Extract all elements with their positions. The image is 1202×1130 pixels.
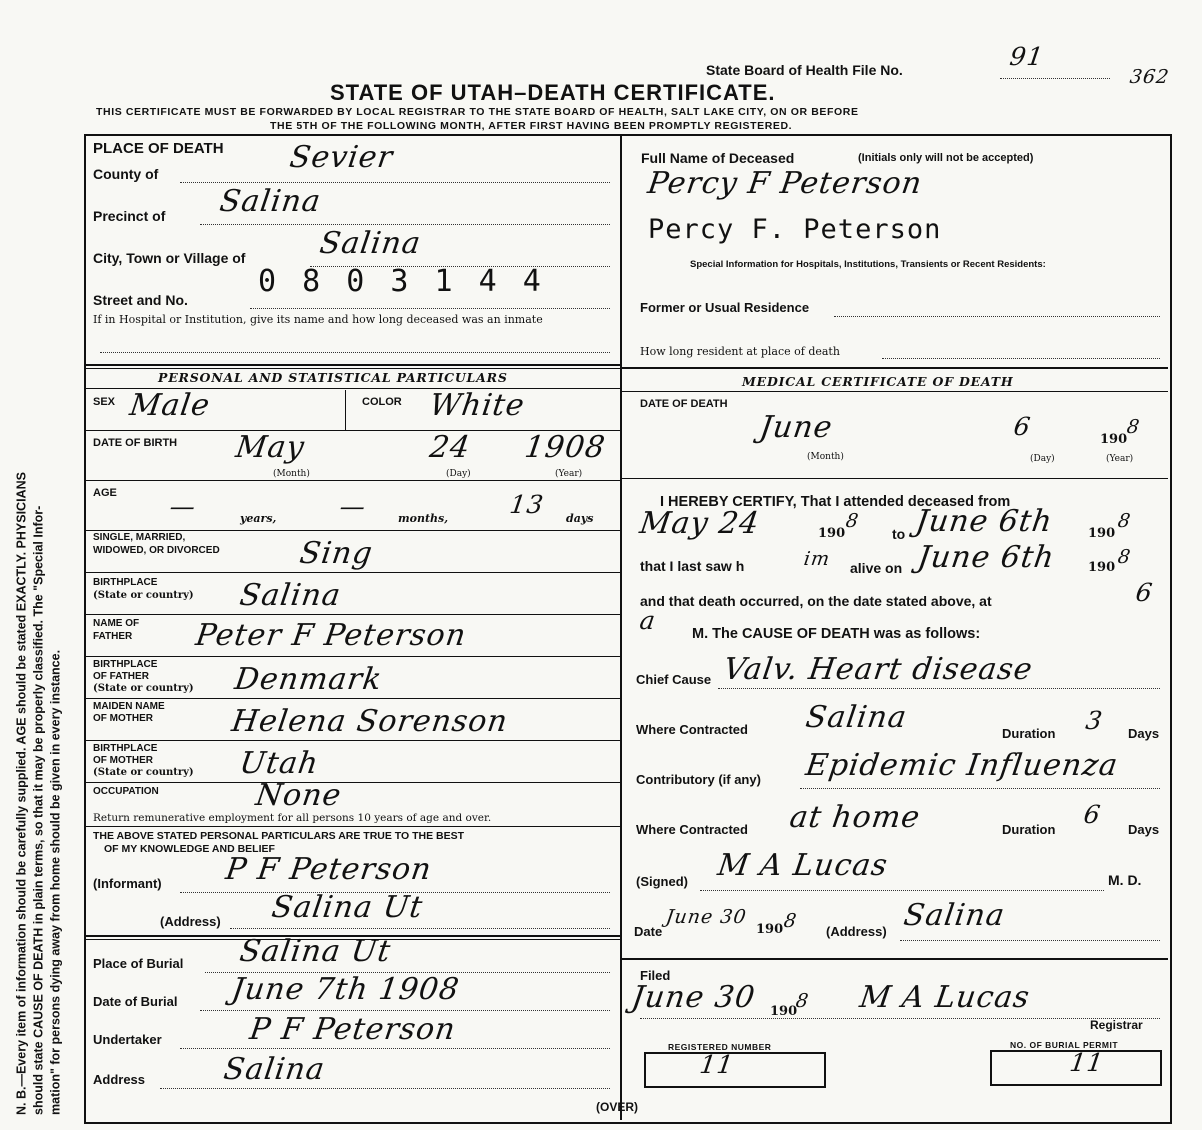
age-months: —: [337, 492, 369, 521]
filed-date: June 30: [629, 980, 758, 1015]
deceased-name-typed: Percy F. Peterson: [648, 214, 942, 245]
sex-value: Male: [127, 388, 213, 423]
where-contracted-value-1: Salina: [803, 700, 910, 735]
age-years: —: [167, 492, 199, 521]
duration-label-2: Duration: [1002, 822, 1056, 837]
last-saw-alive-label: alive on: [850, 560, 903, 576]
father-label-2: FATHER: [93, 631, 133, 642]
dod-year-suffix: 8: [1125, 416, 1142, 438]
informant-address-label: (Address): [160, 914, 221, 929]
attest-line-1: THE ABOVE STATED PERSONAL PARTICULARS ARE TRUE TO THE BEST: [93, 830, 465, 842]
father-birthplace-label-2: OF FATHER: [93, 671, 149, 682]
md-label: M. D.: [1108, 872, 1142, 888]
dod-label: DATE OF DEATH: [640, 398, 728, 410]
special-info-label: Special Information for Hospitals, Institutions, Transients or Recent Residents:: [690, 259, 1046, 270]
father-birthplace-value: Denmark: [232, 662, 385, 697]
mother-birthplace-state: (State or country): [93, 767, 194, 778]
informant-address-line: [230, 928, 610, 929]
burial-date-value: June 7th 1908: [229, 972, 462, 1007]
father-birthplace-label-1: BIRTHPLACE: [93, 659, 158, 670]
marital-divider: [84, 572, 622, 573]
place-of-death-label: PLACE OF DEATH: [93, 140, 224, 157]
signed-label: (Signed): [636, 874, 688, 889]
filed-year-suffix: 8: [794, 990, 811, 1012]
years-caption: years,: [240, 512, 277, 525]
dob-label: DATE OF BIRTH: [93, 437, 178, 449]
signed-line: [700, 890, 1104, 891]
chief-cause-line: [718, 688, 1160, 689]
county-value: Sevier: [287, 140, 396, 175]
over-label: (OVER): [596, 1100, 638, 1114]
deceased-name-handwritten: Percy F Peterson: [645, 166, 925, 201]
hospital-note: If in Hospital or Institution, give its name and how long deceased was an inmate: [93, 313, 543, 326]
place-divider-2: [84, 368, 622, 369]
father-birthplace-divider: [84, 698, 622, 699]
marital-value: Sing: [297, 536, 376, 571]
father-birthplace-state: (State or country): [93, 683, 194, 694]
color-label: COLOR: [362, 396, 402, 408]
birthplace-value: Salina: [237, 578, 344, 613]
attest-line-2: OF MY KNOWLEDGE AND BELIEF: [104, 843, 275, 855]
physician-signature: M A Lucas: [715, 848, 891, 883]
cert-date-year-suffix: 8: [782, 910, 799, 932]
duration-label-1: Duration: [1002, 726, 1056, 741]
county-label: County of: [93, 166, 159, 182]
mother-birthplace-label-1: BIRTHPLACE: [93, 743, 158, 754]
cert-address-label: (Address): [826, 924, 887, 939]
side-note-line: mation" for persons dying away from home should be given in every instance.: [48, 649, 63, 1115]
side-note-line: should state CAUSE OF DEATH in plain terms, so that it may be properly classified. The "Special Infor-: [31, 505, 46, 1115]
attend-from-date: May 24: [637, 506, 762, 541]
medical-title-underline: [622, 391, 1168, 392]
medical-divider: [622, 367, 1168, 369]
mother-divider: [84, 740, 622, 741]
filed-year-prefix: 190: [770, 1004, 798, 1019]
occupation-divider: [84, 826, 622, 827]
color-value: White: [427, 388, 528, 423]
mother-label-2: OF MOTHER: [93, 713, 153, 724]
dod-year-caption: (Year): [1106, 454, 1134, 464]
dod-month: June: [757, 410, 835, 445]
file-no-line: [1000, 78, 1110, 79]
street-line: [250, 308, 610, 309]
precinct-label: Precinct of: [93, 208, 166, 224]
corner-number: 362: [1128, 66, 1171, 88]
burial-address-label: Address: [93, 1072, 146, 1087]
cert-address-line: [900, 940, 1160, 941]
death-hour: 6: [1133, 578, 1155, 607]
burial-permit-value: 11: [1067, 1048, 1106, 1077]
contributory-value: Epidemic Influenza: [803, 748, 1121, 783]
attend-to-year-suffix: 8: [1116, 510, 1133, 532]
filing-divider: [622, 958, 1168, 960]
days-caption: days: [566, 512, 594, 525]
dod-year-prefix: 190: [1100, 432, 1128, 447]
dob-day: 24: [427, 430, 473, 465]
filed-line: [640, 1018, 1160, 1019]
city-value: Salina: [317, 226, 424, 261]
father-label-1: NAME OF: [93, 618, 140, 629]
dod-month-caption: (Month): [807, 452, 844, 462]
days-label-1: Days: [1128, 726, 1160, 741]
marital-label-1: SINGLE, MARRIED,: [93, 532, 186, 543]
chief-cause-label: Chief Cause: [636, 672, 712, 687]
last-saw-year-suffix: 8: [1116, 546, 1133, 568]
former-residence-line: [834, 316, 1160, 317]
burial-address-value: Salina: [221, 1052, 328, 1087]
attend-to-date: June 6th: [913, 504, 1055, 539]
place-divider: [84, 364, 622, 366]
instruction-line-2: THE 5TH OF THE FOLLOWING MONTH, AFTER FIRST HAVING BEEN PROMPTLY REGISTERED.: [270, 120, 793, 132]
side-note-line: N. B.—Every item of information should be carefully supplied. AGE should be stated EXACTLY. PHYSICIANS: [14, 472, 29, 1115]
registered-number-box: [644, 1052, 826, 1088]
occupation-value: None: [253, 778, 344, 813]
duration-value-1: 3: [1083, 706, 1105, 735]
burial-place-label: Place of Burial: [93, 956, 184, 971]
cert-date-year-prefix: 190: [756, 922, 784, 937]
former-residence-label: Former or Usual Residence: [640, 300, 810, 315]
where-contracted-label-2: Where Contracted: [636, 822, 748, 837]
registrar-signature: M A Lucas: [857, 980, 1033, 1015]
registered-number-label: REGISTERED NUMBER: [668, 1042, 772, 1052]
street-label: Street and No.: [93, 292, 188, 308]
chief-cause-value: Valv. Heart disease: [721, 652, 1036, 687]
mother-birthplace-divider: [84, 782, 622, 783]
contributory-line: [800, 788, 1160, 789]
city-label: City, Town or Village of: [93, 250, 246, 266]
birthplace-label: BIRTHPLACE: [93, 577, 158, 588]
marital-label-2: WIDOWED, OR DIVORCED: [93, 545, 220, 556]
burial-date-label: Date of Burial: [93, 994, 178, 1009]
cert-date-label: Date: [634, 924, 663, 939]
undertaker-label: Undertaker: [93, 1032, 162, 1047]
registrar-label: Registrar: [1090, 1018, 1143, 1032]
precinct-line: [200, 224, 610, 225]
file-no-label: State Board of Health File No.: [706, 62, 903, 78]
last-saw-him: im: [802, 548, 832, 570]
deceased-name-label: Full Name of Deceased: [641, 150, 795, 166]
cause-of-death-label: M. The CAUSE OF DEATH was as follows:: [692, 626, 981, 642]
burial-address-line: [160, 1088, 610, 1089]
mother-birthplace-value: Utah: [237, 746, 322, 781]
cert-address-value: Salina: [901, 898, 1008, 933]
side-instruction-note: [0, 0, 78, 1130]
occupation-label: OCCUPATION: [93, 786, 159, 797]
undertaker-value: P F Peterson: [247, 1012, 459, 1047]
last-saw-year-prefix: 190: [1088, 560, 1116, 575]
dod-divider: [622, 478, 1168, 479]
last-saw-label: that I last saw h: [640, 558, 745, 574]
where-contracted-value-2: at home: [787, 800, 923, 835]
dob-year-caption: (Year): [555, 469, 583, 479]
attend-from-year-prefix: 190: [818, 526, 846, 541]
informant-value: P F Peterson: [223, 852, 435, 887]
days-label-2: Days: [1128, 822, 1160, 837]
last-saw-date: June 6th: [915, 540, 1057, 575]
precinct-value: Salina: [217, 184, 324, 219]
sex-color-divider: [345, 390, 346, 430]
dod-day: 6: [1011, 412, 1033, 441]
registered-number-value: 11: [697, 1050, 736, 1079]
father-divider: [84, 656, 622, 657]
hospital-line: [100, 352, 610, 353]
birthplace-divider: [84, 614, 622, 615]
cert-date-value: June 30: [664, 906, 749, 928]
death-occurred-label: and that death occurred, on the date stated above, at: [640, 593, 992, 609]
attend-from-year-suffix: 8: [844, 510, 861, 532]
contributory-label: Contributory (if any): [636, 772, 761, 787]
dob-day-caption: (Day): [446, 469, 471, 479]
where-contracted-label-1: Where Contracted: [636, 722, 748, 737]
occupation-note: Return remunerative employment for all persons 10 years of age and over.: [93, 812, 492, 824]
months-caption: months,: [398, 512, 449, 525]
burial-date-line: [200, 1010, 610, 1011]
undertaker-line: [180, 1048, 610, 1049]
birthplace-state-label: (State or country): [93, 590, 194, 601]
dod-day-caption: (Day): [1030, 454, 1055, 464]
duration-value-2: 6: [1081, 800, 1103, 829]
dob-month: May: [233, 430, 308, 465]
how-long-line: [882, 358, 1160, 359]
deceased-name-note: (Initials only will not be accepted): [858, 152, 1034, 164]
file-no-value: 91: [1007, 42, 1046, 71]
dob-divider: [84, 480, 622, 481]
mother-birthplace-label-2: OF MOTHER: [93, 755, 153, 766]
age-label: AGE: [93, 487, 117, 499]
sex-label: SEX: [93, 396, 116, 408]
dob-month-caption: (Month): [273, 469, 310, 479]
personal-section-title: PERSONAL AND STATISTICAL PARTICULARS: [158, 370, 508, 385]
certificate-title: STATE OF UTAH–DEATH CERTIFICATE.: [330, 80, 776, 105]
filed-label: Filed: [640, 968, 671, 983]
attend-to-year-prefix: 190: [1088, 526, 1116, 541]
medical-section-title: MEDICAL CERTIFICATE OF DEATH: [742, 374, 1014, 389]
mother-value: Helena Sorenson: [229, 704, 511, 739]
burial-place-value: Salina Ut: [237, 934, 394, 969]
burial-permit-label: NO. OF BURIAL PERMIT: [1010, 1040, 1119, 1050]
stamp-number: 0 8 0 3 1 4 4: [258, 264, 545, 299]
dob-year: 1908: [522, 430, 608, 465]
informant-label: (Informant): [93, 876, 162, 891]
father-value: Peter F Peterson: [193, 618, 469, 653]
attend-to-label: to: [892, 526, 906, 542]
age-days: 13: [507, 490, 546, 519]
instruction-line-1: THIS CERTIFICATE MUST BE FORWARDED BY LOCAL REGISTRAR TO THE STATE BOARD OF HEALTH, SALT LAKE CITY, ON OR BEFORE: [96, 106, 859, 118]
how-long-label: How long resident at place of death: [640, 345, 840, 358]
certify-line: I HEREBY CERTIFY, That I attended deceased from: [660, 494, 1011, 510]
informant-address-value: Salina Ut: [269, 890, 426, 925]
county-line: [180, 182, 610, 183]
center-divider: [620, 134, 622, 1120]
mother-label-1: MAIDEN NAME: [93, 701, 165, 712]
death-am: a: [637, 606, 658, 635]
age-divider: [84, 530, 622, 531]
